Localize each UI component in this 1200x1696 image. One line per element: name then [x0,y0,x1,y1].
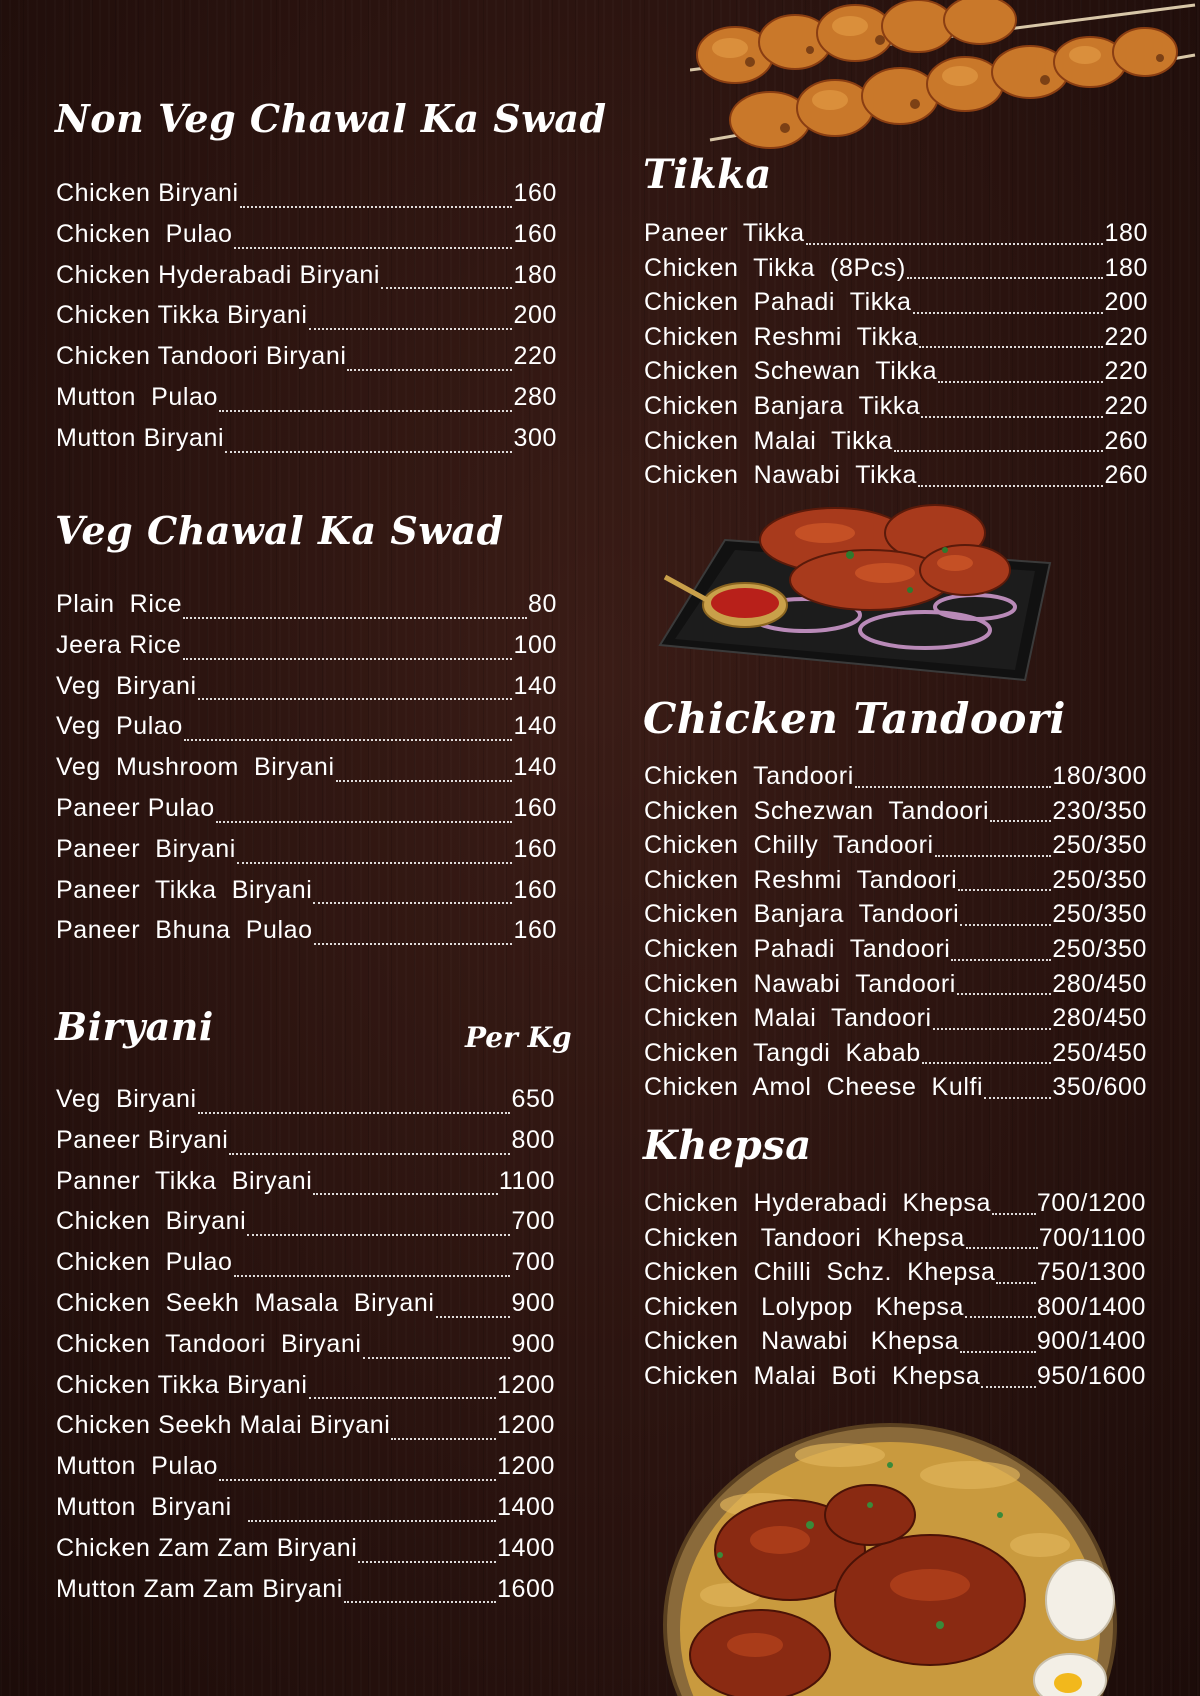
menu-item-name: Chicken Chilli Schz. Khepsa [644,1258,996,1287]
menu-item-row [56,214,557,255]
dot-leader [855,786,1052,788]
dot-leader [951,959,1051,961]
dot-leader [990,820,1051,822]
menu-item-row [56,418,557,459]
menu-item-row [644,1070,1147,1105]
menu-item-row [56,829,557,870]
menu-item-name: Mutton Biryani [56,423,225,452]
menu-item-name: Chicken Biryani [56,179,239,207]
menu-item-row [644,1001,1147,1036]
menu-item-price: 180/300 [1052,762,1147,790]
menu-item-name: Jeera Rice [56,630,182,659]
menu-item-row [56,1528,555,1569]
menu-item-price: 160 [513,219,557,248]
menu-item-name: Chicken Nawabi Tikka [644,461,918,490]
dot-leader [183,617,527,619]
dot-leader [309,1397,496,1399]
menu-item-name: Chicken Zam Zam Biryani [56,1533,358,1562]
tikka-item-list [644,216,1148,493]
menu-item-name: Veg Biryani [56,1085,197,1113]
dot-leader [237,862,513,864]
menu-item-row [56,1201,555,1242]
biryani-section-title: Biryani [55,1004,214,1049]
menu-item-row [644,389,1148,424]
dot-leader [957,993,1051,995]
menu-item-price: 220 [1104,322,1148,351]
dot-leader [966,1247,1038,1249]
dot-leader [219,410,512,412]
menu-item-price: 800/1400 [1036,1292,1146,1321]
menu-item-row [644,759,1147,794]
menu-item-price: 1200 [496,1452,555,1481]
kebab-skewers-image [690,0,1200,150]
menu-item-name: Chicken Seekh Masala Biryani [56,1288,435,1317]
per-kg-label: Per Kg [465,1021,572,1054]
menu-item-name: Mutton Pulao [56,1452,219,1481]
menu-item-name: Chicken Schezwan Tandoori [644,796,990,825]
dot-leader [391,1438,496,1440]
dot-leader [919,346,1103,348]
dot-leader [894,450,1104,452]
dot-leader [935,855,1052,857]
tikka-section-title: Tikka [643,151,772,198]
menu-item-name: Chicken Tandoori Biryani [56,342,347,371]
dot-leader [907,277,1104,279]
menu-item-name: Chicken Biryani [56,1207,247,1236]
menu-item-price: 250/350 [1052,865,1147,894]
veg-item-list [56,584,557,951]
menu-item-name: Panner Tikka Biryani [56,1166,313,1195]
menu-item-price: 260 [1104,461,1148,490]
dot-leader [996,1282,1035,1284]
menu-item-price: 160 [513,179,557,207]
menu-item-price: 80 [527,590,557,618]
menu-item-price: 200 [1104,288,1148,317]
dot-leader [922,1062,1052,1064]
menu-item-price: 900 [511,1329,555,1358]
menu-item-name: Paneer Tikka [644,219,805,247]
menu-item-row [644,897,1147,932]
menu-item-name: Chicken Tandoori Biryani [56,1329,362,1358]
menu-item-price: 350/600 [1052,1073,1147,1102]
dot-leader [984,1097,1051,1099]
menu-item-price: 220 [1104,391,1148,420]
menu-item-row [644,1359,1146,1394]
menu-item-price: 1400 [496,1533,555,1562]
menu-item-row [644,1324,1146,1359]
menu-item-name: Chicken Tikka Biryani [56,301,308,330]
chicken-tandoori-item-list [644,759,1147,1105]
non-veg-item-list [56,173,557,459]
menu-item-price: 260 [1104,426,1148,455]
dot-leader [336,780,513,782]
menu-item-row [56,666,557,707]
dot-leader [198,1112,511,1114]
dot-leader [216,821,513,823]
menu-item-price: 250/350 [1052,934,1147,963]
menu-item-row [56,1242,555,1283]
chicken-tandoori-section-title: Chicken Tandoori [643,694,1066,743]
menu-item-price: 100 [513,630,557,659]
menu-item-price: 250/450 [1052,1038,1147,1067]
menu-item-price: 300 [513,423,557,452]
menu-item-name: Chicken Hyderabadi Biryani [56,260,381,289]
dot-leader [921,416,1103,418]
menu-item-name: Veg Biryani [56,671,197,700]
dot-leader [381,287,512,289]
menu-item-name: Paneer Biryani [56,1125,229,1154]
dot-leader [198,698,513,700]
menu-item-row [56,1324,555,1365]
menu-item-row [644,1186,1146,1221]
menu-item-name: Chicken Lolypop Khepsa [644,1292,964,1321]
menu-item-price: 160 [513,834,557,863]
menu-item-price: 140 [513,671,557,700]
dot-leader [225,451,512,453]
menu-item-name: Chicken Pulao [56,219,233,248]
menu-item-row [56,377,557,418]
dot-leader [229,1153,510,1155]
menu-item-name: Chicken Reshmi Tandoori [644,865,958,894]
dot-leader [436,1316,511,1318]
menu-item-name: Chicken Schewan Tikka [644,357,938,386]
menu-item-row [644,285,1148,320]
non-veg-section-title: Non Veg Chawal Ka Swad [55,96,607,141]
menu-item-price: 180 [513,260,557,289]
dot-leader [344,1601,496,1603]
menu-item-price: 180 [1104,219,1148,247]
menu-item-price: 220 [513,342,557,371]
menu-item-row [644,1036,1147,1071]
menu-item-price: 250/350 [1052,900,1147,929]
menu-item-price: 250/350 [1052,831,1147,860]
menu-item-name: Chicken Tandoori Khepsa [644,1223,965,1252]
menu-item-row [56,584,557,625]
menu-item-row [56,1365,555,1406]
dot-leader [938,381,1103,383]
veg-section-title: Veg Chawal Ka Swad [55,508,504,553]
menu-item-row [644,458,1148,493]
menu-item-price: 900 [511,1288,555,1317]
dot-leader [965,1316,1036,1318]
menu-item-price: 700 [511,1248,555,1277]
menu-item-name: Chicken Banjara Tandoori [644,900,960,929]
dot-leader [981,1386,1036,1388]
menu-item-price: 140 [513,753,557,782]
dot-leader [933,1028,1052,1030]
menu-item-price: 800 [511,1125,555,1154]
menu-item-name: Chicken Pahadi Tikka [644,288,912,317]
menu-item-price: 180 [1104,253,1148,282]
menu-item-price: 230/350 [1052,796,1147,825]
menu-item-price: 700/1200 [1036,1189,1146,1217]
menu-item-name: Chicken Pulao [56,1248,233,1277]
menu-item-price: 160 [513,875,557,904]
menu-item-row [644,354,1148,389]
menu-item-name: Plain Rice [56,590,183,618]
menu-item-price: 220 [1104,357,1148,386]
dot-leader [240,206,513,208]
menu-item-row [644,863,1147,898]
menu-item-row [56,1283,555,1324]
dot-leader [992,1213,1036,1215]
menu-item-name: Chicken Nawabi Khepsa [644,1327,960,1356]
menu-item-name: Veg Pulao [56,712,183,741]
menu-item-price: 160 [513,916,557,945]
menu-item-row [56,1079,555,1120]
menu-item-row [644,828,1147,863]
dot-leader [918,485,1103,487]
dot-leader [183,658,513,660]
menu-item-price: 160 [513,793,557,822]
menu-item-row [56,625,557,666]
menu-item-price: 1600 [496,1574,555,1603]
menu-item-row [644,216,1148,251]
menu-item-price: 1200 [496,1411,555,1440]
dot-leader [309,328,513,330]
menu-item-row [56,1405,555,1446]
tandoori-chicken-plate-image [655,495,1055,685]
menu-item-name: Chicken Reshmi Tikka [644,322,919,351]
menu-item-name: Chicken Tandoori [644,762,854,790]
menu-item-row [644,1221,1146,1256]
menu-item-row [56,255,557,296]
dot-leader [248,1520,496,1522]
menu-item-price: 280 [513,382,557,411]
menu-item-row [56,1569,555,1610]
menu-item-row [644,967,1147,1002]
menu-item-name: Paneer Pulao [56,793,215,822]
menu-item-row [56,788,557,829]
menu-item-row [644,932,1147,967]
menu-item-row [644,251,1148,286]
dot-leader [347,369,512,371]
menu-item-name: Paneer Tikka Biryani [56,875,313,904]
dot-leader [219,1479,496,1481]
biryani-item-list [56,1079,555,1609]
menu-item-row [644,1290,1146,1325]
menu-item-name: Chicken Tikka Biryani [56,1370,308,1399]
menu-item-name: Chicken Hyderabadi Khepsa [644,1189,991,1217]
dot-leader [313,1193,497,1195]
menu-item-row [644,424,1148,459]
menu-item-row [56,747,557,788]
dot-leader [806,243,1104,245]
dot-leader [358,1561,496,1563]
dot-leader [234,247,513,249]
menu-item-name: Chicken Chilly Tandoori [644,831,934,860]
menu-item-row [644,1255,1146,1290]
menu-item-price: 900/1400 [1036,1327,1146,1356]
menu-item-price: 1100 [498,1166,555,1195]
menu-item-row [56,295,557,336]
menu-item-name: Mutton Pulao [56,382,219,411]
menu-item-price: 200 [513,301,557,330]
menu-item-row [56,910,557,951]
menu-item-name: Chicken Malai Tikka [644,426,893,455]
menu-item-row [56,336,557,377]
menu-item-row [56,870,557,911]
menu-item-price: 700 [511,1207,555,1236]
menu-item-price: 750/1300 [1036,1258,1146,1287]
menu-item-price: 280/450 [1052,969,1147,998]
menu-item-name: Chicken Pahadi Tandoori [644,934,951,963]
menu-item-name: Chicken Seekh Malai Biryani [56,1411,391,1440]
menu-item-price: 1400 [496,1492,555,1521]
dot-leader [184,739,513,741]
menu-item-name: Chicken Tikka (8Pcs) [644,253,906,282]
menu-item-row [56,173,557,214]
menu-item-price: 950/1600 [1036,1361,1146,1390]
menu-item-name: Chicken Nawabi Tandoori [644,969,956,998]
menu-item-row [644,794,1147,829]
menu-item-name: Chicken Banjara Tikka [644,391,921,420]
menu-item-row [644,320,1148,355]
menu-item-name: Mutton Biryani [56,1492,247,1521]
khepsa-section-title: Khepsa [643,1122,812,1169]
menu-item-price: 140 [513,712,557,741]
dot-leader [960,924,1051,926]
dot-leader [363,1357,511,1359]
menu-item-name: Chicken Malai Boti Khepsa [644,1361,981,1390]
menu-item-name: Paneer Bhuna Pulao [56,916,313,945]
menu-item-name: Veg Mushroom Biryani [56,753,335,782]
menu-item-price: 650 [511,1085,555,1113]
biryani-platter-image [640,1395,1140,1696]
dot-leader [234,1275,511,1277]
dot-leader [913,312,1104,314]
menu-item-price: 280/450 [1052,1004,1147,1033]
menu-item-price: 700/1100 [1038,1223,1146,1252]
menu-item-row [56,1446,555,1487]
menu-item-row [56,1487,555,1528]
dot-leader [960,1351,1036,1353]
menu-item-name: Mutton Zam Zam Biryani [56,1574,343,1603]
dot-leader [247,1234,510,1236]
menu-item-name: Chicken Malai Tandoori [644,1004,932,1033]
dot-leader [314,943,513,945]
menu-item-name: Chicken Amol Cheese Kulfi [644,1073,984,1102]
menu-item-row [56,1161,555,1202]
menu-item-price: 1200 [496,1370,555,1399]
khepsa-item-list [644,1186,1146,1394]
dot-leader [958,889,1051,891]
menu-item-row [56,706,557,747]
menu-item-name: Paneer Biryani [56,834,236,863]
dot-leader [313,902,512,904]
menu-item-name: Chicken Tangdi Kabab [644,1038,921,1067]
menu-item-row [56,1120,555,1161]
